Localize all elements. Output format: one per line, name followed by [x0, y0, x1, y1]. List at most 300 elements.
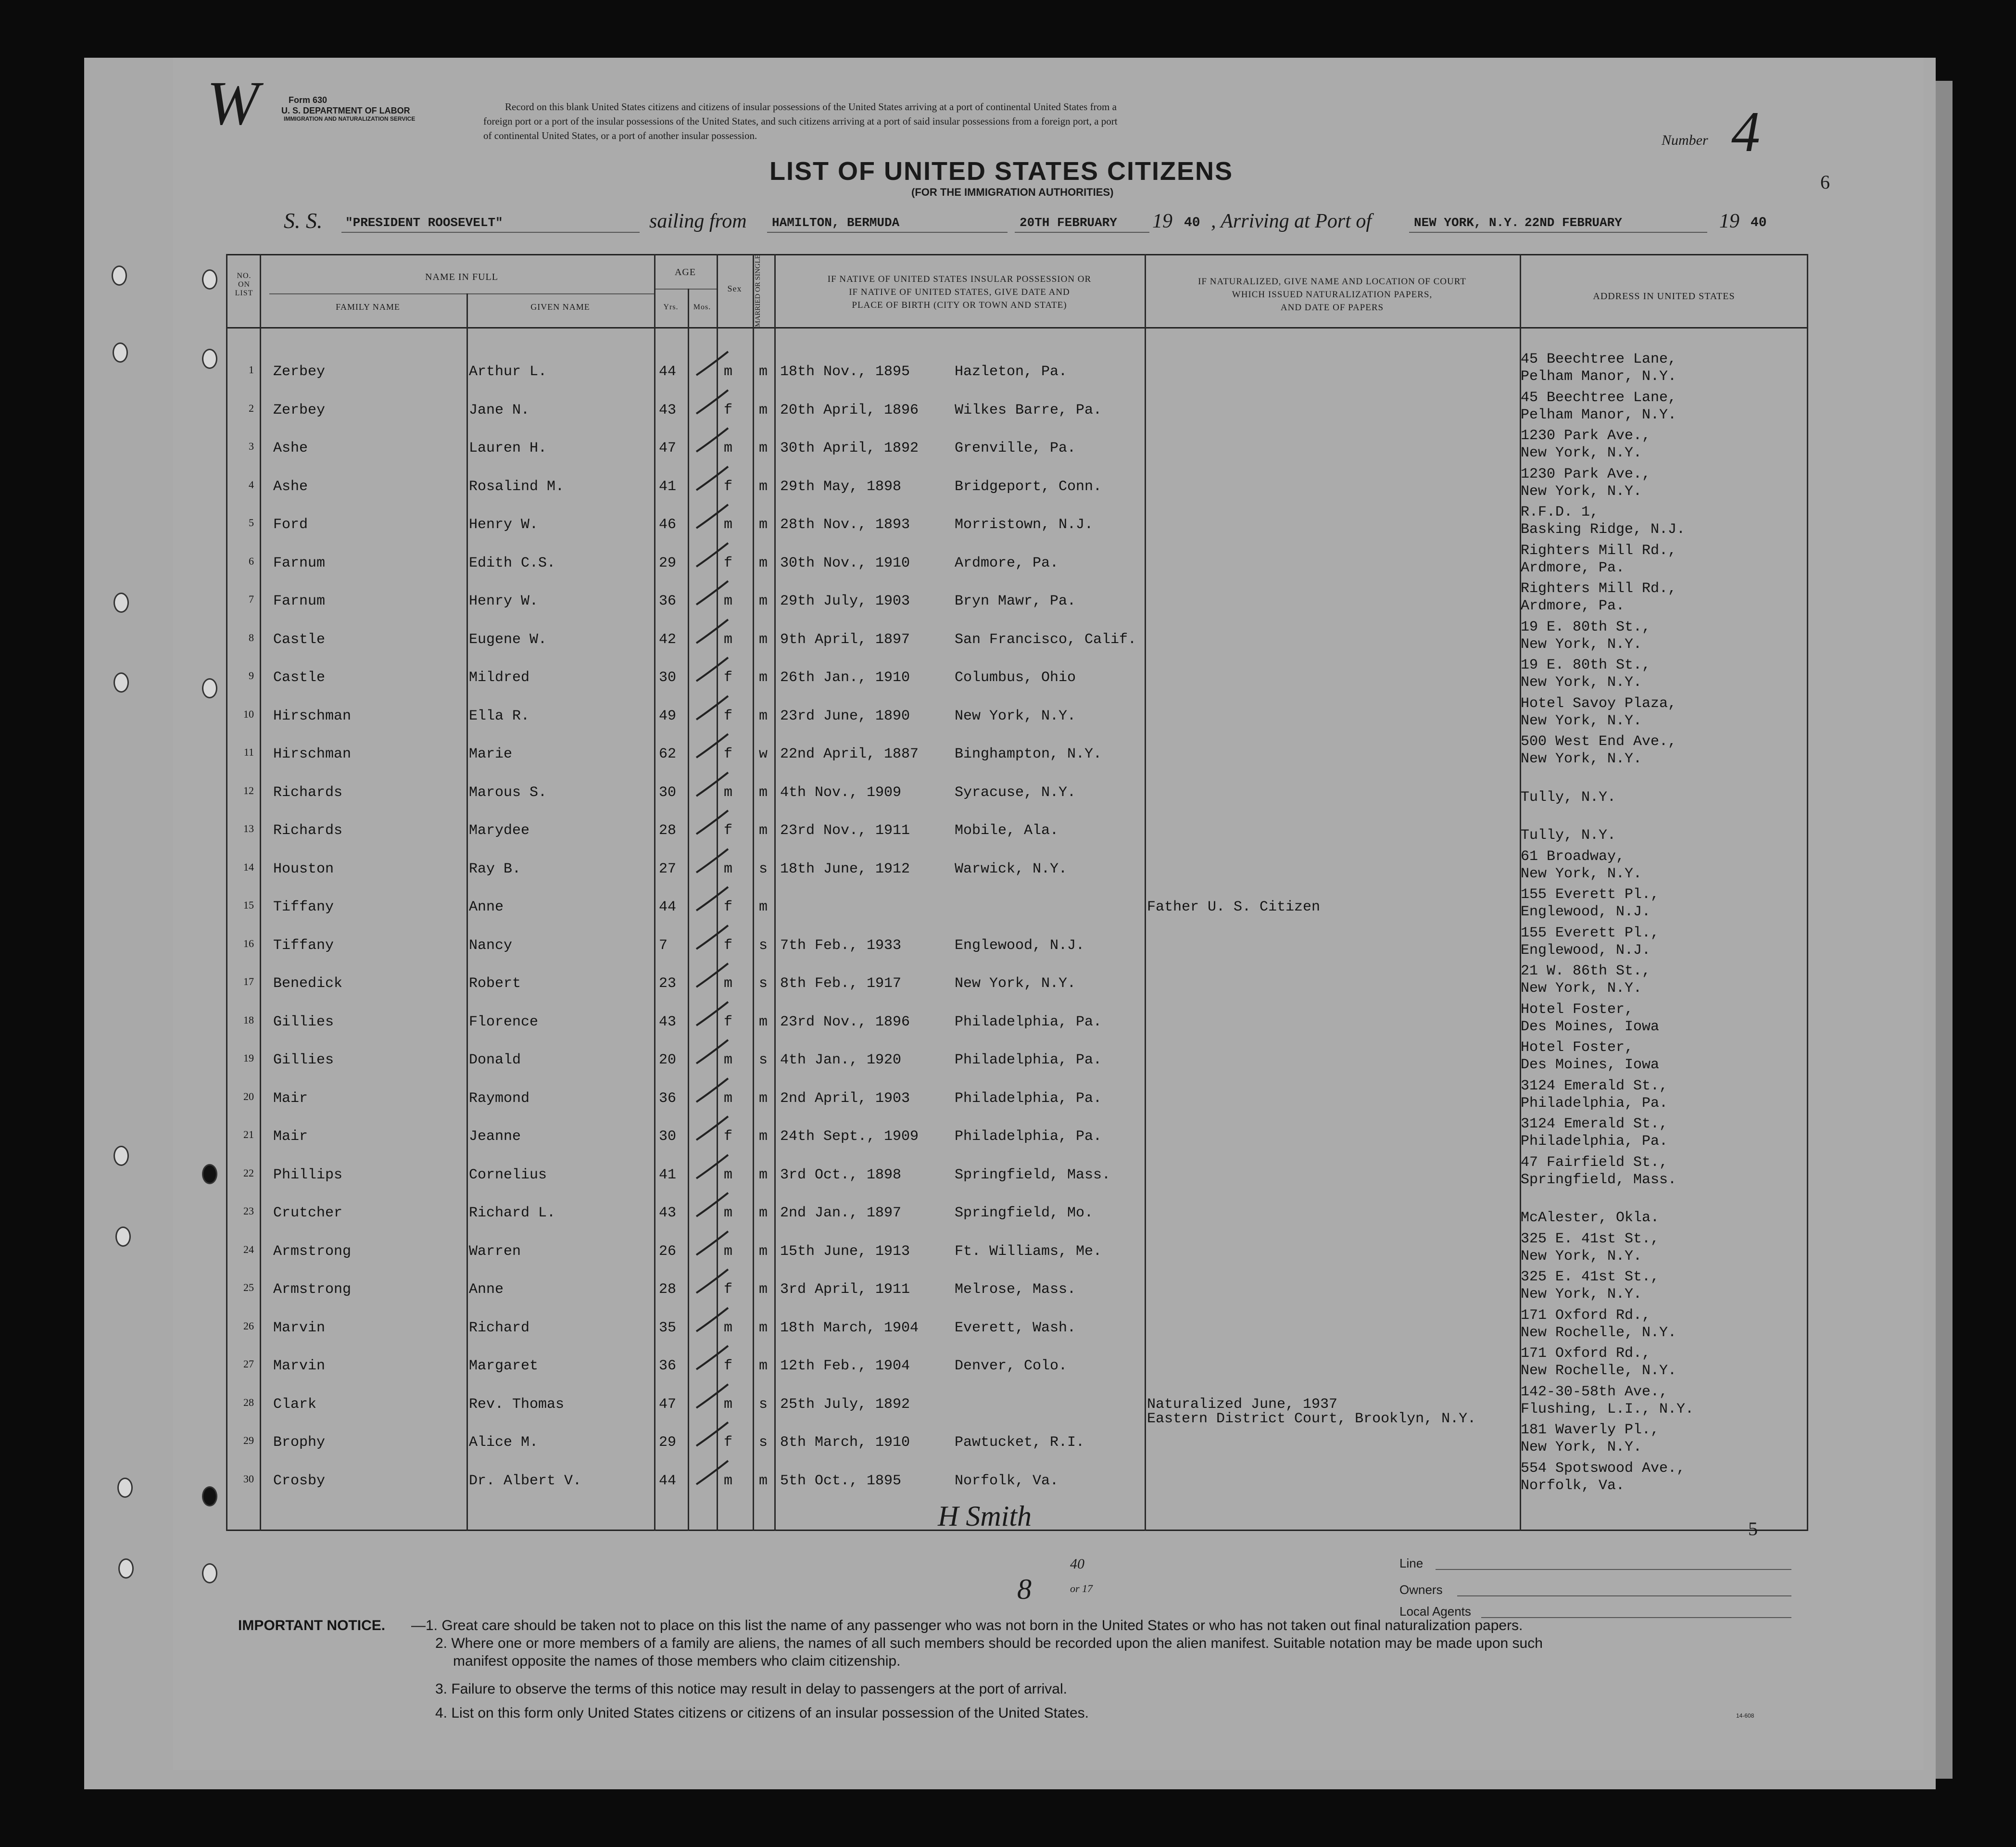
row-birth-date: 28th Nov., 1893: [780, 517, 910, 533]
notice-item-4: 4. List on this form only United States citizens or citizens of an insular possession of the United States.: [435, 1705, 1089, 1721]
row-address-line-1: 1230 Park Ave.,: [1521, 466, 1651, 482]
row-address-line-2: New York, N.Y.: [1521, 712, 1642, 729]
row-given: Raymond: [469, 1090, 530, 1107]
row-given: Alice M.: [469, 1434, 539, 1451]
row-birth-date: 7th Feb., 1933: [780, 937, 902, 954]
row-no: 17: [243, 975, 254, 987]
row-birth-place: Syracuse, N.Y.: [955, 784, 1076, 801]
tally-mark-icon: [693, 1190, 731, 1224]
tally-mark-icon: [693, 1075, 731, 1109]
row-birth-date: 2nd Jan., 1897: [780, 1205, 902, 1221]
tally-mark-icon: [693, 731, 731, 765]
row-age: 47: [659, 1396, 677, 1413]
tally-mark-icon: [693, 349, 731, 382]
row-birth-place: Everett, Wash.: [955, 1319, 1076, 1336]
row-no: 16: [243, 937, 254, 949]
row-sex: m: [724, 1090, 733, 1107]
header-bottom-rule: [226, 327, 1808, 329]
row-sex: f: [724, 1434, 733, 1451]
pencil-note: 8: [1017, 1573, 1032, 1605]
row-ms: m: [759, 822, 768, 839]
row-age: 20: [659, 1052, 677, 1068]
row-address-line-2: Englewood, N.J.: [1521, 942, 1651, 959]
line-field: [1436, 1569, 1791, 1570]
arrival-year: 40: [1751, 215, 1767, 230]
page-title: LIST OF UNITED STATES CITIZENS: [769, 157, 1233, 186]
row-ms: m: [759, 1281, 768, 1298]
notice-item-3: 3. Failure to observe the terms of this notice may result in delay to passengers at the port of arrival.: [435, 1681, 1067, 1697]
row-birth-place: Springfield, Mo.: [955, 1205, 1094, 1221]
row-age: 41: [659, 478, 677, 495]
row-family: Tiffany: [273, 899, 334, 915]
row-address-line-1: 21 W. 86th St.,: [1521, 963, 1651, 979]
header-birth-3: PLACE OF BIRTH (CITY OR TOWN AND STATE): [852, 300, 1067, 310]
row-ms: m: [759, 1358, 768, 1374]
row-birth-date: 12th Feb., 1904: [780, 1358, 910, 1374]
row-given: Marous S.: [469, 784, 547, 801]
header-yrs: Yrs.: [663, 303, 679, 311]
service-name: IMMIGRATION AND NATURALIZATION SERVICE: [284, 115, 416, 122]
tally-mark-icon: [693, 884, 731, 918]
row-birth-place: Hazleton, Pa.: [955, 364, 1068, 380]
row-sex: f: [724, 478, 733, 495]
row-address-line-1: 325 E. 41st St.,: [1521, 1269, 1660, 1285]
row-age: 47: [659, 440, 677, 456]
row-age: 41: [659, 1166, 677, 1183]
row-address-line-1: 47 Fairfield St.,: [1521, 1154, 1668, 1171]
row-age: 42: [659, 631, 677, 648]
header-given-name: GIVEN NAME: [530, 302, 590, 312]
row-sex: f: [724, 708, 733, 724]
row-address-line-2: New York, N.Y.: [1521, 865, 1642, 882]
row-no: 7: [249, 593, 254, 605]
row-birth-date: 3rd April, 1911: [780, 1281, 910, 1298]
row-family: Marvin: [273, 1319, 326, 1336]
row-no: 29: [243, 1434, 254, 1446]
row-family: Ford: [273, 517, 308, 533]
row-age: 49: [659, 708, 677, 724]
row-address-line-2: New Rochelle, N.Y.: [1521, 1324, 1677, 1341]
notice-item-2b: manifest opposite the names of those members who claim citizenship.: [453, 1653, 901, 1669]
number-value: 4: [1731, 100, 1760, 164]
row-given: Edith C.S.: [469, 555, 556, 571]
row-birth-place: Philadelphia, Pa.: [955, 1013, 1102, 1030]
column-rule: [226, 254, 227, 1531]
header-naturalized-3: AND DATE OF PAPERS: [1280, 303, 1384, 313]
row-address-line-1: 171 Oxford Rd.,: [1521, 1307, 1651, 1324]
row-birth-date: 8th Feb., 1917: [780, 975, 902, 992]
row-birth-date: 9th April, 1897: [780, 631, 910, 648]
row-sex: f: [724, 555, 733, 571]
row-age: 44: [659, 1472, 677, 1489]
row-sex: m: [724, 860, 733, 877]
row-birth-date: 20th April, 1896: [780, 402, 919, 418]
row-address-line-1: Hotel Foster,: [1521, 1039, 1634, 1056]
row-address-line-2: Norfolk, Va.: [1521, 1477, 1625, 1494]
row-no: 23: [243, 1205, 254, 1217]
row-address-line-1: 171 Oxford Rd.,: [1521, 1345, 1651, 1362]
row-address-line-2: New York, N.Y.: [1521, 1439, 1642, 1455]
header-naturalized-2: WHICH ISSUED NATURALIZATION PAPERS,: [1232, 290, 1433, 300]
tally-mark-icon: [693, 1228, 731, 1262]
row-ms: s: [759, 1434, 768, 1451]
row-family: Mair: [273, 1128, 308, 1145]
row-given: Cornelius: [469, 1166, 547, 1183]
row-age: 43: [659, 1205, 677, 1221]
tally-mark-icon: [693, 1037, 731, 1071]
row-no: 26: [243, 1319, 254, 1332]
row-sex: m: [724, 593, 733, 609]
row-birth-place: Bryn Mawr, Pa.: [955, 593, 1076, 609]
row-address-line-1: Righters Mill Rd.,: [1521, 542, 1677, 559]
row-birth-place: Bridgeport, Conn.: [955, 478, 1102, 495]
row-no: 22: [243, 1166, 254, 1179]
arriving-label: , Arriving at Port of: [1211, 210, 1372, 232]
row-family: Farnum: [273, 555, 326, 571]
header-mos: Mos.: [693, 303, 711, 311]
row-age: 30: [659, 670, 677, 686]
row-family: Phillips: [273, 1166, 343, 1183]
row-nat2: Eastern District Court, Brooklyn, N.Y.: [1147, 1410, 1476, 1427]
row-address-line-2: Tully, N.Y.: [1521, 789, 1616, 806]
row-address-line-1: 155 Everett Pl.,: [1521, 886, 1660, 903]
row-age: 44: [659, 899, 677, 915]
header-divider: [654, 289, 717, 290]
tally-mark-icon: [693, 464, 731, 497]
row-given: Arthur L.: [469, 364, 547, 380]
local-agents-label: Local Agents: [1399, 1604, 1471, 1619]
tally-mark-icon: [693, 1458, 731, 1492]
column-rule: [1807, 254, 1808, 1531]
form-code: 14-608: [1736, 1712, 1754, 1719]
row-address-line-2: Ardmore, Pa.: [1521, 598, 1625, 614]
row-ms: m: [759, 899, 768, 915]
row-sex: f: [724, 746, 733, 762]
row-nat: Naturalized June, 1937: [1147, 1396, 1338, 1413]
row-no: 25: [243, 1281, 254, 1293]
header-sex: Sex: [727, 284, 742, 293]
row-address-line-1: 19 E. 80th St.,: [1521, 657, 1651, 673]
row-family: Crosby: [273, 1472, 326, 1489]
tally-mark-icon: [693, 1343, 731, 1377]
row-age: 36: [659, 1358, 677, 1374]
row-ms: m: [759, 1319, 768, 1336]
row-given: Mildred: [469, 670, 530, 686]
row-sex: m: [724, 1052, 733, 1068]
row-no: 15: [243, 899, 254, 911]
row-no: 3: [249, 440, 254, 452]
tally-mark-icon: [693, 1266, 731, 1300]
row-address-line-2: New York, N.Y.: [1521, 674, 1642, 691]
arrival-date: 22ND FEBRUARY: [1525, 215, 1622, 230]
row-address-line-1: 3124 Emerald St.,: [1521, 1077, 1668, 1094]
row-address-line-2: Des Moines, Iowa: [1521, 1018, 1660, 1035]
row-birth-date: 23rd Nov., 1911: [780, 822, 910, 839]
row-age: 35: [659, 1319, 677, 1336]
row-given: Henry W.: [469, 517, 539, 533]
row-age: 43: [659, 402, 677, 418]
row-address-line-1: 19 E. 80th St.,: [1521, 619, 1651, 635]
row-family: Clark: [273, 1396, 317, 1413]
row-sex: f: [724, 1358, 733, 1374]
row-birth-date: 4th Jan., 1920: [780, 1052, 902, 1068]
row-family: Farnum: [273, 593, 326, 609]
row-sex: f: [724, 937, 733, 954]
row-given: Lauren H.: [469, 440, 547, 456]
header-family-name: FAMILY NAME: [336, 302, 400, 312]
row-address-line-2: Pelham Manor, N.Y.: [1521, 368, 1677, 385]
row-birth-date: 22nd April, 1887: [780, 746, 919, 762]
row-given: Marie: [469, 746, 513, 762]
row-ms: m: [759, 1243, 768, 1260]
row-birth-place: Ardmore, Pa.: [955, 555, 1059, 571]
row-given: Jane N.: [469, 402, 530, 418]
column-rule: [1145, 254, 1146, 1531]
row-birth-place: Binghampton, N.Y.: [955, 746, 1102, 762]
header-divider: [269, 293, 654, 294]
row-address-line-2: Philadelphia, Pa.: [1521, 1095, 1668, 1112]
row-birth-date: 25th July, 1892: [780, 1396, 910, 1413]
row-no: 9: [249, 670, 254, 682]
row-no: 4: [249, 478, 254, 491]
row-ms: m: [759, 593, 768, 609]
row-no: 27: [243, 1358, 254, 1370]
row-sex: m: [724, 1319, 733, 1336]
number-label: Number: [1662, 132, 1708, 148]
row-birth-place: Wilkes Barre, Pa.: [955, 402, 1102, 418]
row-sex: f: [724, 402, 733, 418]
local-agents-field: [1481, 1617, 1791, 1618]
owners-field: [1457, 1595, 1791, 1596]
bottom-page-number: 5: [1748, 1518, 1758, 1540]
row-birth-place: Melrose, Mass.: [955, 1281, 1076, 1298]
row-sex: m: [724, 1243, 733, 1260]
row-birth-date: 29th July, 1903: [780, 593, 910, 609]
row-age: 27: [659, 860, 677, 877]
row-address-line-1: 325 E. 41st St.,: [1521, 1230, 1660, 1247]
row-sex: f: [724, 1128, 733, 1145]
row-family: Hirschman: [273, 746, 352, 762]
row-age: 7: [659, 937, 668, 954]
row-given: Jeanne: [469, 1128, 521, 1145]
row-sex: f: [724, 1281, 733, 1298]
intro-line-1: Record on this blank United States citizens and citizens of insular possessions of the United States arriving at a port of continental United States from a: [505, 101, 1117, 113]
row-given: Marydee: [469, 822, 530, 839]
row-ms: s: [759, 860, 768, 877]
row-nat: Father U. S. Citizen: [1147, 899, 1321, 915]
row-ms: w: [759, 746, 768, 762]
row-birth-place: Norfolk, Va.: [955, 1472, 1059, 1489]
corner-handwritten-mark: W: [207, 69, 259, 138]
header-birth-1: IF NATIVE OF UNITED STATES INSULAR POSSESSION OR: [827, 274, 1092, 284]
row-birth-place: Springfield, Mass.: [955, 1166, 1111, 1183]
header-naturalized-1: IF NATURALIZED, GIVE NAME AND LOCATION OF COURT: [1198, 277, 1466, 287]
row-birth-date: 18th Nov., 1895: [780, 364, 910, 380]
row-birth-place: Ft. Williams, Me.: [955, 1243, 1102, 1260]
row-given: Eugene W.: [469, 631, 547, 648]
ss-label: S. S.: [284, 208, 323, 233]
tally-mark-icon: [693, 999, 731, 1033]
row-address-line-1: 500 West End Ave.,: [1521, 734, 1677, 750]
row-sex: m: [724, 631, 733, 648]
row-family: Richards: [273, 784, 343, 801]
tally-mark-icon: [693, 923, 731, 956]
row-given: Ray B.: [469, 860, 521, 877]
row-ms: m: [759, 670, 768, 686]
row-sex: m: [724, 784, 733, 801]
row-address-line-2: Basking Ridge, N.J.: [1521, 521, 1686, 538]
tally-mark-icon: [693, 617, 731, 650]
row-given: Margaret: [469, 1358, 539, 1374]
row-no: 21: [243, 1128, 254, 1140]
row-given: Florence: [469, 1013, 539, 1030]
row-address-line-2: Springfield, Mass.: [1521, 1171, 1677, 1188]
row-ms: m: [759, 517, 768, 533]
row-ms: m: [759, 440, 768, 456]
row-no: 12: [243, 784, 254, 797]
row-given: Richard L.: [469, 1205, 556, 1221]
row-address-line-1: Hotel Foster,: [1521, 1001, 1634, 1018]
row-age: 29: [659, 1434, 677, 1451]
row-address-line-1: 1230 Park Ave.,: [1521, 428, 1651, 444]
pencil-note-sub: or 17: [1070, 1582, 1093, 1594]
row-age: 28: [659, 822, 677, 839]
row-birth-place: Denver, Colo.: [955, 1358, 1068, 1374]
row-ms: m: [759, 402, 768, 418]
row-family: Marvin: [273, 1358, 326, 1374]
sail-date: 20TH FEBRUARY: [1020, 215, 1117, 230]
row-birth-date: 18th March, 1904: [780, 1319, 919, 1336]
row-birth-date: 30th Nov., 1910: [780, 555, 910, 571]
tally-mark-icon: [693, 425, 731, 459]
row-address-line-2: New York, N.Y.: [1521, 751, 1642, 767]
column-rule: [688, 289, 689, 1531]
row-address-line-2: Englewood, N.J.: [1521, 904, 1651, 920]
row-birth-place: Morristown, N.J.: [955, 517, 1094, 533]
row-no: 5: [249, 517, 254, 529]
row-birth-place: Philadelphia, Pa.: [955, 1052, 1102, 1068]
row-family: Houston: [273, 860, 334, 877]
row-no: 8: [249, 631, 254, 644]
row-address-line-1: 45 Beechtree Lane,: [1521, 389, 1677, 406]
row-address-line-2: Des Moines, Iowa: [1521, 1057, 1660, 1073]
row-given: Anne: [469, 1281, 504, 1298]
tally-mark-icon: [693, 693, 731, 727]
line-label: Line: [1399, 1556, 1424, 1570]
tally-mark-icon: [693, 502, 731, 535]
tally-mark-icon: [693, 1113, 731, 1147]
row-birth-place: New York, N.Y.: [955, 708, 1076, 724]
row-sex: m: [724, 1166, 733, 1183]
from-port: HAMILTON, BERMUDA: [772, 215, 900, 230]
row-address-line-1: 61 Broadway,: [1521, 848, 1625, 865]
row-age: 30: [659, 1128, 677, 1145]
row-sex: m: [724, 1472, 733, 1489]
form-number: Form 630: [289, 95, 328, 105]
row-birth-date: 24th Sept., 1909: [780, 1128, 919, 1145]
row-sex: m: [724, 364, 733, 380]
pencil-note-sup: 40: [1070, 1556, 1084, 1572]
row-family: Ashe: [273, 478, 308, 495]
row-family: Armstrong: [273, 1281, 352, 1298]
row-birth-place: Mobile, Ala.: [955, 822, 1059, 839]
row-given: Donald: [469, 1052, 521, 1068]
row-no: 19: [243, 1052, 254, 1064]
row-address-line-1: 142-30-58th Ave.,: [1521, 1383, 1668, 1400]
row-no: 14: [243, 860, 254, 873]
row-family: Benedick: [273, 975, 343, 992]
row-ms: m: [759, 1090, 768, 1107]
row-birth-date: 2nd April, 1903: [780, 1090, 910, 1107]
header-no: NO. ON LIST: [235, 272, 253, 297]
row-birth-place: Pawtucket, R.I.: [955, 1434, 1085, 1451]
row-given: Anne: [469, 899, 504, 915]
row-address-line-2: New York, N.Y.: [1521, 636, 1642, 653]
row-birth-date: 15th June, 1913: [780, 1243, 910, 1260]
row-sex: f: [724, 822, 733, 839]
row-family: Crutcher: [273, 1205, 343, 1221]
row-birth-date: 29th May, 1898: [780, 478, 902, 495]
row-address-line-1: Righters Mill Rd.,: [1521, 581, 1677, 597]
row-age: 43: [659, 1013, 677, 1030]
row-no: 2: [249, 402, 254, 414]
row-sex: f: [724, 670, 733, 686]
tally-mark-icon: [693, 655, 731, 688]
page-mark: 6: [1820, 171, 1830, 193]
table-top-rule: [226, 254, 1808, 255]
row-family: Hirschman: [273, 708, 352, 724]
row-birth-date: 23rd June, 1890: [780, 708, 910, 724]
row-birth-date: 23rd Nov., 1896: [780, 1013, 910, 1030]
row-no: 6: [249, 555, 254, 567]
row-sex: m: [724, 1205, 733, 1221]
row-birth-place: San Francisco, Calif.: [955, 631, 1137, 648]
row-family: Castle: [273, 631, 326, 648]
notice-item-1: —1. Great care should be taken not to place on this list the name of any passenger who was not born in the United States or who has not taken out final naturalization papers.: [411, 1618, 1523, 1633]
department-name: U. S. DEPARTMENT OF LABOR: [281, 106, 410, 115]
row-no: 18: [243, 1013, 254, 1026]
row-family: Gillies: [273, 1013, 334, 1030]
row-address-line-2: McAlester, Okla.: [1521, 1210, 1660, 1226]
row-no: 20: [243, 1090, 254, 1102]
row-ms: m: [759, 1166, 768, 1183]
tally-mark-icon: [693, 808, 731, 841]
tally-mark-icon: [693, 1381, 731, 1415]
row-family: Brophy: [273, 1434, 326, 1451]
row-sex: f: [724, 899, 733, 915]
row-birth-date: 4th Nov., 1909: [780, 784, 902, 801]
row-age: 23: [659, 975, 677, 992]
row-ms: m: [759, 1128, 768, 1145]
row-address-line-1: 3124 Emerald St.,: [1521, 1116, 1668, 1132]
row-no: 13: [243, 822, 254, 835]
tally-mark-icon: [693, 770, 731, 803]
row-given: Ella R.: [469, 708, 530, 724]
row-birth-date: 5th Oct., 1895: [780, 1472, 902, 1489]
row-birth-date: 26th Jan., 1910: [780, 670, 910, 686]
row-family: Tiffany: [273, 937, 334, 954]
row-age: 36: [659, 1090, 677, 1107]
row-family: Zerbey: [273, 364, 326, 380]
row-family: Mair: [273, 1090, 308, 1107]
header-address: ADDRESS IN UNITED STATES: [1593, 291, 1735, 302]
tally-mark-icon: [693, 540, 731, 574]
row-ms: s: [759, 1052, 768, 1068]
row-birth-date: 8th March, 1910: [780, 1434, 910, 1451]
tally-mark-icon: [693, 1305, 731, 1339]
row-address-line-2: Tully, N.Y.: [1521, 827, 1616, 844]
row-given: Robert: [469, 975, 521, 992]
